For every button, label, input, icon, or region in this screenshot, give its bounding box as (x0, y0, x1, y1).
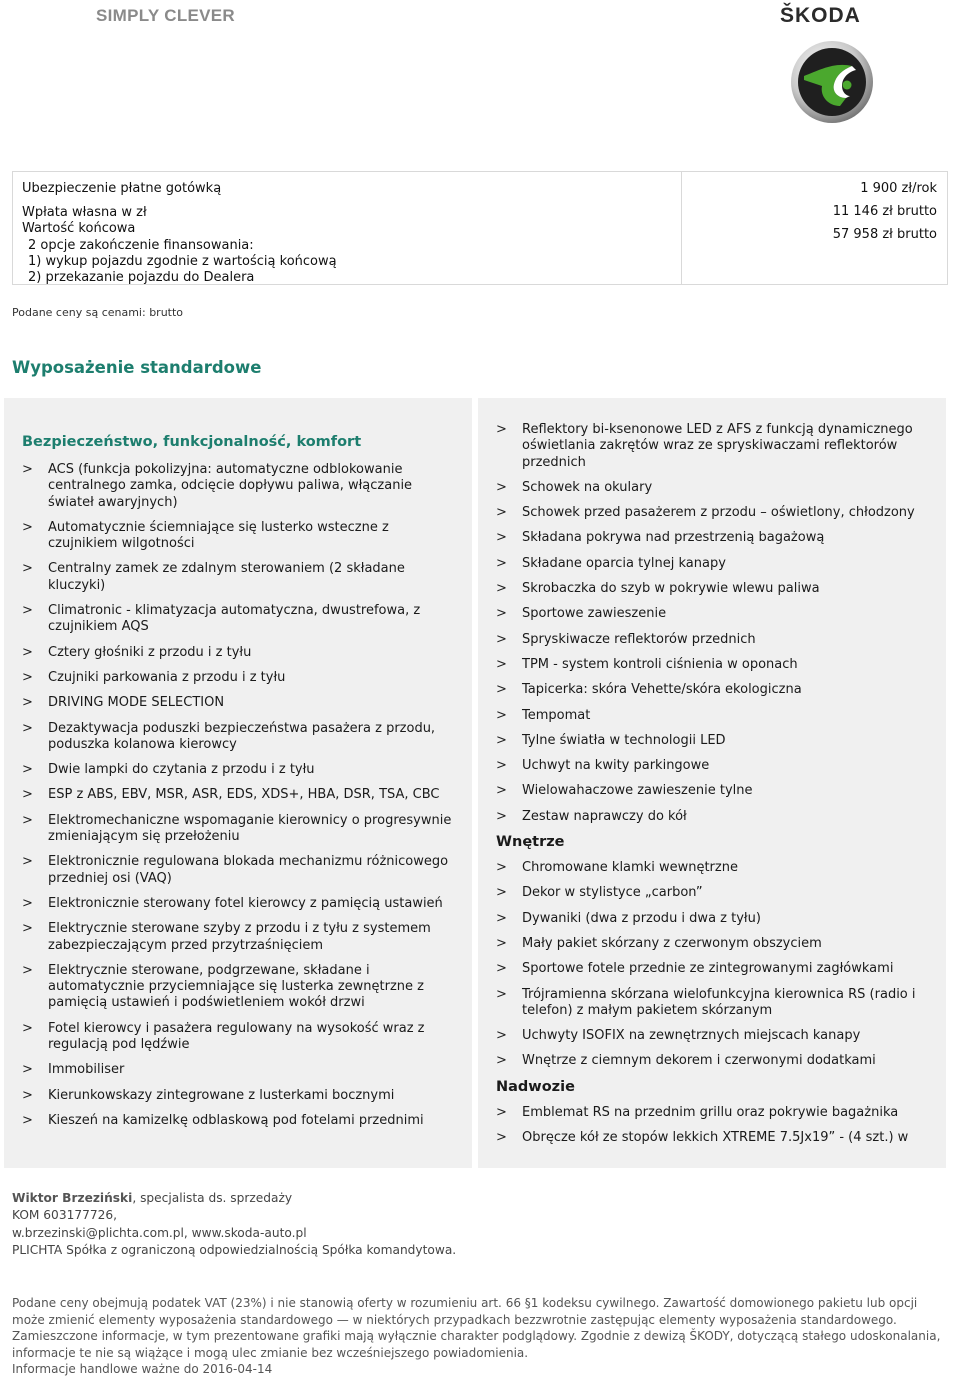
list-item-text: Sportowe zawieszenie (522, 606, 667, 622)
list-item (496, 783, 936, 799)
arrow-bullet-icon: > (496, 783, 507, 799)
contact-block (12, 1190, 456, 1260)
financing-values (833, 177, 937, 246)
list-item (496, 480, 936, 496)
arrow-bullet-icon: > (496, 631, 507, 647)
list-item-text: Uchwyty ISOFIX na zewnętrznych miejscach kanapy (522, 1028, 861, 1044)
contact-email-web: w.brzezinski@plichta.com.pl, www.skoda-auto.pl (12, 1225, 307, 1240)
arrow-bullet-icon: > (496, 479, 507, 495)
list-item (22, 1021, 458, 1054)
arrow-bullet-icon: > (496, 1104, 507, 1120)
list-item (496, 422, 936, 471)
arrow-bullet-icon: > (496, 555, 507, 571)
list-item (496, 682, 936, 698)
list-item (496, 1105, 936, 1121)
list-item-text: Trójramienna skórzana wielofunkcyjna kierownica RS (radio i telefon) z małym pakietem skórzanym (522, 986, 916, 1018)
financing-value: 1 900 zł/rok (860, 181, 937, 196)
list-item-text: Kieszeń na kamizelkę odblaskową pod fotelami przednimi (48, 1112, 424, 1128)
financing-label: Wpłata własna w zł (22, 205, 147, 221)
list-item-text: Tapicerka: skóra Vehette/skóra ekologiczna (522, 682, 802, 698)
list-item (496, 936, 936, 952)
list-item (22, 645, 458, 661)
body-heading: Nadwozie (496, 1078, 575, 1095)
arrow-bullet-icon: > (496, 1053, 507, 1069)
arrow-bullet-icon: > (22, 762, 33, 778)
list-item (496, 1053, 936, 1069)
list-item-text: Spryskiwacze reflektorów przednich (522, 631, 756, 647)
arrow-bullet-icon: > (496, 581, 507, 597)
arrow-bullet-icon: > (496, 530, 507, 546)
list-item-text: Elektronicznie sterowany fotel kierowcy z pamięcią ustawień (48, 895, 443, 911)
list-item-text: Automatycznie ściemniające się lusterko wsteczne z czujnikiem wilgotności (48, 519, 389, 552)
list-item (22, 1088, 458, 1104)
list-item (22, 921, 458, 954)
list-item-text: Skrobaczka do szyb w pokrywie wlewu paliwa (522, 581, 820, 597)
arrow-bullet-icon: > (496, 986, 507, 1002)
list-item-text: Climatronic - klimatyzacja automatyczna, dwustrefowa, z czujnikiem AQS (48, 603, 421, 635)
list-item-text: Elektrycznie sterowane, podgrzewane, składane i automatycznie przyciemniające się lusterka zewnętrzne z pamięcią ustawień i podświetleniem wokół drzwi (48, 962, 424, 1011)
list-item-text: Chromowane klamki wewnętrzne (522, 860, 738, 876)
list-item-text: Tempomat (522, 707, 591, 723)
financing-table (12, 171, 948, 285)
list-item (496, 758, 936, 774)
list-item (496, 632, 936, 648)
list-item (496, 961, 936, 977)
arrow-bullet-icon: > (496, 758, 507, 774)
arrow-bullet-icon: > (496, 732, 507, 748)
list-item-text: Reflektory bi-ksenonowe LED z AFS z funkcją dynamicznego oświetlania zakrętów wraz ze spryskiwaczami reflektorów przednich (522, 422, 913, 470)
arrow-bullet-icon: > (22, 603, 33, 619)
list-item-text: Fotel kierowcy i pasażera regulowany na wysokość wraz z regulacją pod lędźwie (48, 1020, 425, 1053)
list-item-text: Dekor w stylistyce „carbon” (522, 885, 703, 901)
list-item (22, 762, 458, 778)
list-item-text: Mały pakiet skórzany z czerwonym obszyciem (522, 935, 822, 951)
financing-labels (22, 181, 337, 286)
list-item (496, 708, 936, 724)
list-item (496, 733, 936, 749)
arrow-bullet-icon: > (22, 1020, 33, 1036)
arrow-bullet-icon: > (22, 787, 33, 803)
list-item (22, 561, 458, 594)
arrow-bullet-icon: > (22, 921, 33, 937)
list-item-text: ACS (funkcja pokolizyjna: automatyczne odblokowanie centralnego zamka, odcięcie dopływu paliwa, włączanie świateł awaryjnych) (48, 462, 413, 510)
list-item (496, 1028, 936, 1044)
financing-value: 11 146 zł brutto (832, 204, 937, 219)
list-item (496, 809, 936, 825)
arrow-bullet-icon: > (22, 695, 33, 711)
arrow-bullet-icon: > (22, 962, 33, 978)
list-item-text: Tylne światła w technologii LED (522, 732, 726, 748)
financing-value: 57 958 zł brutto (832, 227, 937, 242)
arrow-bullet-icon: > (496, 910, 507, 926)
list-item-text: Cztery głośniki z przodu i z tyłu (48, 644, 252, 660)
footer (12, 1295, 942, 1378)
list-item (22, 721, 458, 754)
contact-name: Wiktor Brzeziński (12, 1191, 133, 1205)
arrow-bullet-icon: > (22, 1062, 33, 1078)
financing-label: Wartość końcowa (22, 221, 136, 237)
list-item-text: Immobiliser (48, 1062, 125, 1078)
list-item (22, 462, 458, 511)
list-item-text: TPM - system kontroli ciśnienia w oponach (522, 656, 798, 672)
arrow-bullet-icon: > (496, 808, 507, 824)
list-item-text: Składane oparcia tylnej kanapy (522, 555, 726, 571)
list-item (496, 657, 936, 673)
list-item (22, 695, 458, 711)
financing-label: 2 opcje zakończenie finansowania: (28, 237, 254, 253)
financing-label: 2) przekazanie pojazdu do Dealera (28, 270, 255, 286)
arrow-bullet-icon: > (496, 860, 507, 876)
arrow-bullet-icon: > (496, 885, 507, 901)
list-item (22, 787, 458, 803)
list-item-text: Kierunkowskazy zintegrowane z lusterkami bocznymi (48, 1087, 395, 1103)
list-item (496, 860, 936, 876)
arrow-bullet-icon: > (496, 422, 507, 437)
list-item (496, 505, 936, 521)
arrow-bullet-icon: > (22, 561, 33, 577)
arrow-bullet-icon: > (496, 935, 507, 951)
column-heading: Bezpieczeństwo, funkcjonalność, komfort (22, 434, 362, 450)
list-item-text: Centralny zamek ze zdalnym sterowaniem (2 składane kluczyki) (48, 561, 405, 593)
list-item-text: Obręcze kół ze stopów lekkich XTREME 7.5Jx19” - (4 szt.) w (522, 1130, 909, 1146)
list-item-text: Elektronicznie regulowana blokada mechanizmu różnicowego przedniej osi (VAQ) (48, 854, 449, 886)
arrow-bullet-icon: > (496, 961, 507, 977)
equipment-left-column (4, 398, 472, 1168)
list-item-text: Elektrycznie sterowane szyby z przodu i z tyłu z systemem zabezpieczającym przed przytrzaśnięciem (48, 921, 431, 953)
footer-validity: Informacje handlowe ważne do 2016-04-14 (12, 1362, 273, 1377)
list-item (22, 520, 458, 553)
list-item (22, 1113, 458, 1129)
list-item-text: Sportowe fotele przednie ze zintegrowanymi zagłówkami (522, 961, 894, 977)
interior-heading: Wnętrze (496, 834, 565, 851)
arrow-bullet-icon: > (496, 682, 507, 698)
slogan: SIMPLY CLEVER (96, 6, 235, 25)
brand-wordmark: ŠKODA (780, 4, 861, 27)
arrow-bullet-icon: > (496, 656, 507, 672)
arrow-bullet-icon: > (22, 1087, 33, 1103)
list-item-text: Elektromechaniczne wspomaganie kierownicy o progresywnie zmieniającym się przełożeniu (48, 812, 452, 845)
arrow-bullet-icon: > (22, 895, 33, 911)
equipment-right-column (478, 398, 946, 1168)
arrow-bullet-icon: > (496, 707, 507, 723)
list-item (496, 530, 936, 546)
list-item-text: Czujniki parkowania z przodu i z tyłu (48, 669, 286, 685)
list-item (496, 911, 936, 927)
list-item-text: DRIVING MODE SELECTION (48, 695, 225, 711)
list-item (22, 1062, 458, 1078)
list-item (496, 556, 936, 572)
list-item-text: Schowek przed pasażerem z przodu – oświetlony, chłodzony (522, 505, 915, 521)
list-item-text: Dywaniki (dwa z przodu i dwa z tyłu) (522, 910, 761, 926)
footer-disclaimer: Podane ceny obejmują podatek VAT (23%) i nie stanowią oferty w rozumieniu art. 66 §1 kodeksu cywilnego. Zawartość domowionego pakietu lub opcji może zmienić elementy wyposażenia standardowego — w niektórych przypadkach bezzwrotnie zastępując elementy wyposażenia standardowego. Zamieszczone informacje, w tym prezentowane grafiki mają wyłącznie charakter podglądowy. Zgodnie z dewizą ŠKODY, dotyczącą stałego udoskonalania, informacje te nie są wiążące i mogą ulec zmianie bez wcześniejszego powiadomienia. (12, 1296, 941, 1360)
arrow-bullet-icon: > (496, 1130, 507, 1146)
list-item (22, 854, 458, 887)
list-item (22, 670, 458, 686)
list-item-text: Dwie lampki do czytania z przodu i z tyłu (48, 762, 315, 778)
arrow-bullet-icon: > (22, 812, 33, 828)
list-item (22, 603, 458, 636)
contact-role: , specjalista ds. sprzedaży (132, 1191, 293, 1205)
list-item-text: Składana pokrywa nad przestrzenią bagażową (522, 530, 825, 546)
list-item (22, 896, 458, 912)
financing-label: 1) wykup pojazdu zgodnie z wartością końcową (28, 253, 337, 269)
list-item-text: Dezaktywacja poduszki bezpieczeństwa pasażera z przodu, poduszka kolanowa kierowcy (48, 720, 436, 752)
list-item (496, 581, 936, 597)
skoda-logo-icon (790, 40, 874, 124)
arrow-bullet-icon: > (22, 720, 33, 736)
list-item-text: Schowek na okulary (522, 479, 653, 495)
list-item-text: Emblemat RS na przednim grillu oraz pokrywie bagażnika (522, 1104, 899, 1120)
prices-note: Podane ceny są cenami: brutto (12, 306, 184, 319)
arrow-bullet-icon: > (496, 606, 507, 622)
list-item-text: Wielowahaczowe zawieszenie tylne (522, 783, 753, 799)
arrow-bullet-icon: > (496, 1028, 507, 1044)
arrow-bullet-icon: > (496, 505, 507, 521)
arrow-bullet-icon: > (22, 1112, 33, 1128)
list-item-text: Zestaw naprawczy do kół (522, 808, 687, 824)
arrow-bullet-icon: > (22, 854, 33, 870)
financing-label: Ubezpieczenie płatne gotówką (22, 181, 222, 196)
contact-phone: KOM 603177726, (12, 1208, 117, 1223)
list-item (496, 987, 936, 1020)
list-item-text: Uchwyt na kwity parkingowe (522, 758, 710, 774)
arrow-bullet-icon: > (22, 669, 33, 685)
list-item (496, 606, 936, 622)
list-item-text: ESP z ABS, EBV, MSR, ASR, EDS, XDS+, HBA, DSR, TSA, CBC (48, 787, 440, 803)
arrow-bullet-icon: > (22, 519, 33, 535)
list-item-text: Wnętrze z ciemnym dekorem i czerwonymi dodatkami (522, 1053, 876, 1069)
section-title: Wyposażenie standardowe (12, 358, 262, 377)
arrow-bullet-icon: > (22, 462, 33, 477)
list-item (496, 885, 936, 901)
list-item (22, 813, 458, 846)
arrow-bullet-icon: > (22, 644, 33, 660)
list-item (496, 1130, 936, 1146)
list-item (22, 963, 458, 1012)
contact-company: PLICHTA Spółka z ograniczoną odpowiedzialnością Spółka komandytowa. (12, 1243, 457, 1258)
